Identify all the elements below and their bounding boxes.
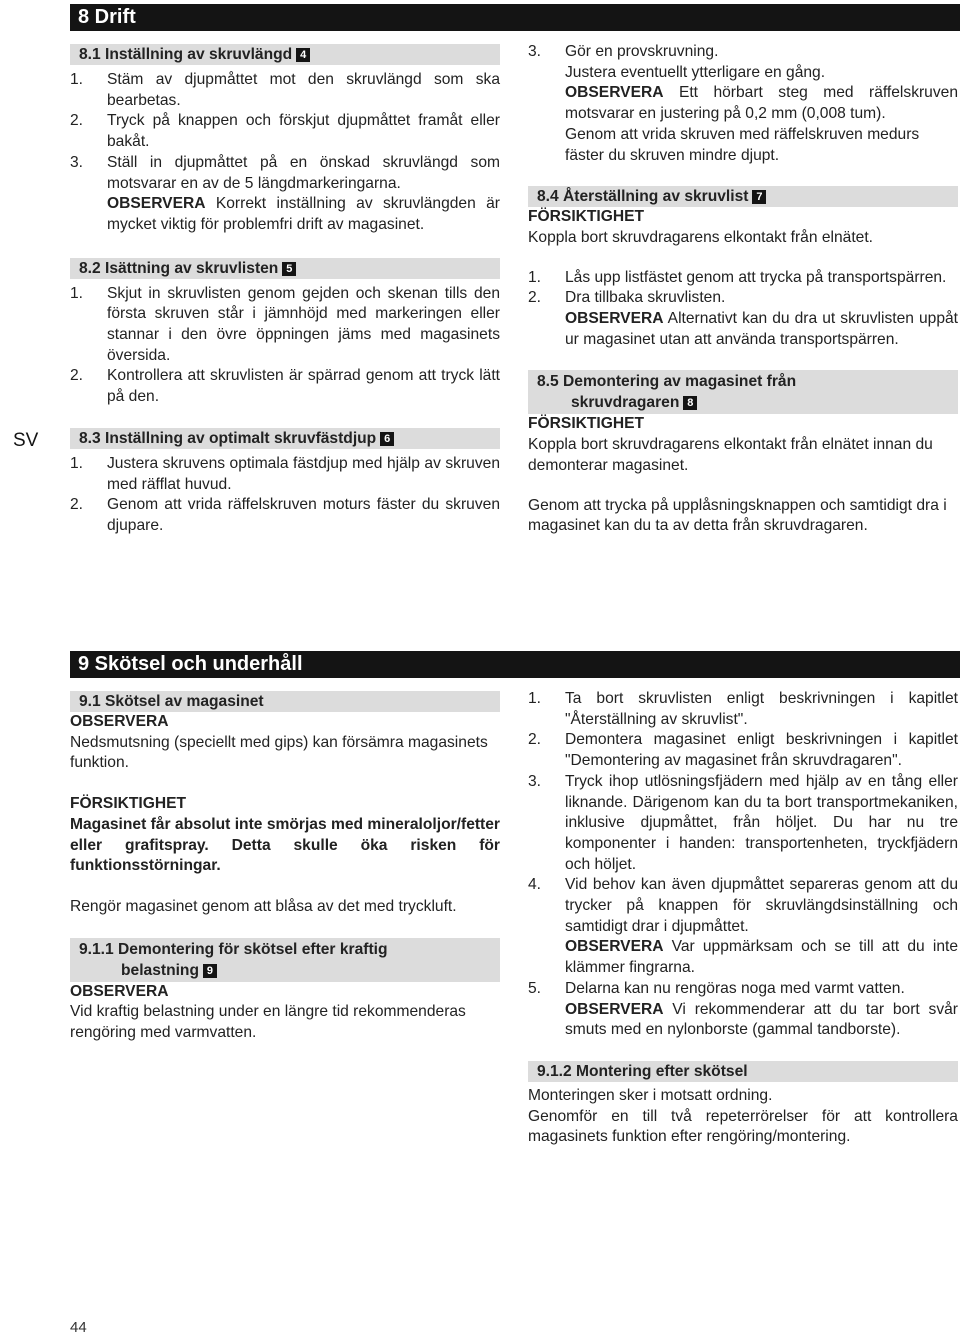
chapter-8-title: 8 Drift bbox=[78, 6, 136, 28]
note: OBSERVERA Korrekt inställning av skruvlängden är mycket viktig för problemfri drift av magasinet. bbox=[107, 195, 500, 233]
section-8-1-heading: 8.1 Inställning av skruvlängd 4 bbox=[70, 44, 500, 65]
caution-text: Magasinet får absolut inte smörjas med mineraloljor/fetter eller grafitspray. Detta skulle öka risken för funktionsstörningar. bbox=[70, 815, 500, 875]
note: OBSERVERA Var uppmärksam och se till att du inte klämmer fingrarna. bbox=[565, 938, 958, 977]
page-number: 44 bbox=[70, 1319, 87, 1336]
chapter-9-title: 9 Skötsel och underhåll bbox=[78, 653, 303, 675]
chapter-9-left-column bbox=[70, 691, 500, 1044]
caution-label: FÖRSIKTIGHET bbox=[528, 415, 645, 433]
caution-text: Koppla bort skruvdragarens elkontakt från elnätet. bbox=[528, 228, 873, 246]
list-item: 3. Ställ in djupmåttet på en önskad skruvlängd som motsvarar en av de 5 längdmarkeringarna. bbox=[70, 153, 500, 192]
note: OBSERVERA Ett hörbart steg med räffelskruven motsvarar en justering på 0,2 mm (0,008 tum). bbox=[565, 84, 958, 123]
caution-label: FÖRSIKTIGHET bbox=[528, 208, 645, 226]
chapter-9-heading bbox=[70, 651, 960, 678]
body-text: Rengör magasinet genom att blåsa av det med tryckluft. bbox=[70, 897, 457, 915]
body-text: Genom att trycka på upplåsningsknappen och samtidigt dra i magasinet kan du ta av detta från skruvdragaren. bbox=[528, 496, 947, 535]
section-8-4-heading: 8.4 Återställning av skruvlist 7 bbox=[528, 186, 958, 207]
list-item: 4. Vid behov kan även djupmåttet separeras genom att du trycker på knappen för skruvlängdsinställning och samtidigt drar i djupmåttet. bbox=[528, 876, 958, 935]
text-line: Justera eventuellt ytterligare en gång. bbox=[565, 63, 826, 81]
figure-badge: 5 bbox=[282, 262, 296, 276]
language-label: SV bbox=[13, 430, 39, 451]
chapter-8-heading bbox=[70, 4, 960, 31]
text-line: Genom att vrida skruven med räffelskruven medurs fäster du skruven mindre djupt. bbox=[565, 125, 920, 164]
section-9-1-heading: 9.1 Skötsel av magasinet bbox=[70, 691, 500, 712]
body-text: Monteringen sker i motsatt ordning. bbox=[528, 1086, 773, 1104]
list-item: 1. Lås upp listfästet genom att trycka på transportspärren. bbox=[528, 268, 947, 286]
note-text: Nedsmutsning (speciellt med gips) kan försämra magasinets funktion. bbox=[70, 733, 488, 772]
section-8-5-heading: 8.5 Demontering av magasinet från skruvdragaren 8 bbox=[528, 370, 958, 414]
chapter-9-right-column bbox=[528, 689, 958, 1148]
list-item: 1. Ta bort skruvlisten enligt beskrivningen i kapitlet "Återställning av skruvlist". bbox=[528, 690, 958, 728]
list-item: 5. Delarna kan nu rengöras noga med varmt vatten. bbox=[528, 979, 905, 997]
figure-badge: 4 bbox=[296, 48, 310, 62]
caution-label: FÖRSIKTIGHET bbox=[70, 795, 187, 813]
list-item: 2. Genom att vrida räffelskruven moturs fäster du skruven djupare. bbox=[70, 496, 500, 534]
section-8-2-heading: 8.2 Isättning av skruvlisten 5 bbox=[70, 258, 500, 279]
caution-text: Koppla bort skruvdragarens elkontakt från elnätet innan du demonterar magasinet. bbox=[528, 436, 933, 474]
list-item: 1. Justera skruvens optimala fästdjup med hjälp av skruven med räfflat huvud. bbox=[70, 454, 500, 493]
figure-badge: 6 bbox=[380, 432, 394, 446]
list-item: 2. Dra tillbaka skruvlisten. bbox=[528, 289, 726, 307]
chapter-8-left-column bbox=[70, 44, 500, 537]
figure-badge: 7 bbox=[752, 190, 766, 204]
body-text: Genomför en till två repeterrörelser för att kontrollera magasinets funktion efter rengöring/montering. bbox=[528, 1107, 958, 1146]
figure-badge: 9 bbox=[203, 964, 217, 978]
section-8-3-heading: 8.3 Inställning av optimalt skruvfästdjup 6 bbox=[70, 428, 500, 449]
list-item: 1. Skjut in skruvlisten genom gejden och skenan tills den första skruven står i jämnhöjd med markeringen eller stannar i den övre öppningen jäms med magasinets översida. bbox=[70, 284, 500, 364]
chapter-8-right-column bbox=[528, 42, 958, 537]
note-label: OBSERVERA bbox=[70, 982, 169, 1000]
list-item: 2. Demontera magasinet enligt beskrivningen i kapitlet "Demontering av magasinet från skruvdragaren". bbox=[528, 731, 958, 770]
section-9-1-2-heading: 9.1.2 Montering efter skötsel bbox=[528, 1061, 958, 1082]
section-9-1-1-heading: 9.1.1 Demontering för skötsel efter kraftig belastning 9 bbox=[70, 938, 500, 982]
note-text: Vid kraftig belastning under en längre tid rekommenderas rengöring med varmvatten. bbox=[70, 1003, 466, 1042]
list-item: 3. Gör en provskruvning. bbox=[528, 43, 719, 60]
note: OBSERVERA Alternativt kan du dra ut skruvlisten uppåt ur magasinet utan att använda transportspärren. bbox=[565, 310, 958, 348]
note-label: OBSERVERA bbox=[70, 713, 169, 730]
list-item: 2. Tryck på knappen och förskjut djupmåttet framåt eller bakåt. bbox=[70, 112, 500, 151]
list-item: 1. Stäm av djupmåttet mot den skruvlängd som ska bearbetas. bbox=[70, 71, 500, 109]
figure-badge: 8 bbox=[683, 396, 697, 410]
list-item: 2. Kontrollera att skruvlisten är spärrad genom att tryck lätt på den. bbox=[70, 367, 500, 406]
list-item: 3. Tryck ihop utlösningsfjädern med hjälp av en tång eller liknande. Därigenom kan du ta bort transportmekaniken, inklusive djupmåttet, från höljet. Du har nu tre komponenter i handen: transportenheten, tryckfjädern och höljet. bbox=[528, 772, 958, 873]
note: OBSERVERA Vi rekommenderar att du tar bort svår smuts med en nylonborste (gammal tandborste). bbox=[565, 1000, 958, 1039]
